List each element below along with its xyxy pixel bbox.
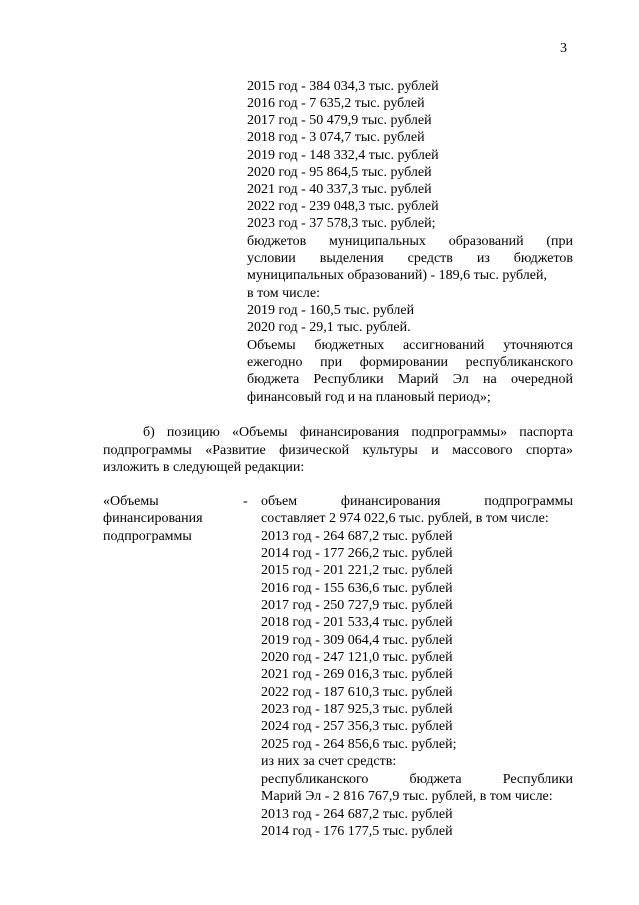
paragraph-line: б) позицию «Объемы финансирования подпрограммы» паспорта bbox=[143, 425, 573, 440]
year-line: 2014 год - 177 266,2 тыс. рублей bbox=[261, 546, 453, 561]
year-line: 2023 год - 187 925,3 тыс. рублей bbox=[261, 702, 453, 717]
year-line: 2015 год - 201 221,2 тыс. рублей bbox=[261, 563, 453, 578]
note-line: бюджета Республики Марий Эл на очередной bbox=[247, 372, 573, 387]
year-line: 2021 год - 269 016,3 тыс. рублей bbox=[261, 667, 453, 682]
year-line: 2017 год - 250 727,9 тыс. рублей bbox=[261, 598, 453, 613]
year-line: 2023 год - 37 578,3 тыс. рублей; bbox=[247, 216, 436, 231]
year-line: 2016 год - 155 636,6 тыс. рублей bbox=[261, 581, 453, 596]
year-line: 2017 год - 50 479,9 тыс. рублей bbox=[247, 113, 432, 128]
municipal-text-line: муниципальных образований) - 189,6 тыс. рублей, bbox=[247, 268, 547, 283]
intro-line: объем финансирования подпрограммы bbox=[261, 494, 573, 509]
note-line: ежегодно при формировании республиканского bbox=[247, 355, 573, 370]
year-line: 2020 год - 247 121,0 тыс. рублей bbox=[261, 650, 453, 665]
year-line: 2018 год - 3 074,7 тыс. рублей bbox=[247, 130, 425, 145]
municipal-text-line: бюджетов муниципальных образований (при bbox=[247, 234, 573, 249]
year-line: 2019 год - 160,5 тыс. рублей bbox=[247, 303, 415, 318]
year-line: 2021 год - 40 337,3 тыс. рублей bbox=[247, 182, 432, 197]
year-line: 2013 год - 264 687,2 тыс. рублей bbox=[261, 529, 453, 544]
year-line: 2019 год - 309 064,4 тыс. рублей bbox=[261, 633, 453, 648]
note-line: Объемы бюджетных ассигнований уточняются bbox=[247, 338, 573, 353]
year-line: 2018 год - 201 533,4 тыс. рублей bbox=[261, 615, 453, 630]
note-line: финансовый год и на плановый период»; bbox=[247, 390, 491, 405]
year-line: 2025 год - 264 856,6 тыс. рублей; bbox=[261, 737, 457, 752]
year-line: 2019 год - 148 332,4 тыс. рублей bbox=[247, 148, 439, 163]
year-line: 2013 год - 264 687,2 тыс. рублей bbox=[261, 807, 453, 822]
year-line: 2024 год - 257 356,3 тыс. рублей bbox=[261, 719, 453, 734]
including-label: в том числе: bbox=[247, 286, 320, 301]
year-line: 2020 год - 29,1 тыс. рублей. bbox=[247, 320, 411, 335]
sources-intro: из них за счет средств: bbox=[261, 754, 397, 769]
republic-line: Марий Эл - 2 816 767,9 тыс. рублей, в том числе: bbox=[261, 789, 553, 804]
paragraph-line: изложить в следующей редакции: bbox=[103, 460, 305, 475]
intro-line: составляет 2 974 022,6 тыс. рублей, в том числе: bbox=[261, 511, 549, 526]
year-line: 2020 год - 95 864,5 тыс. рублей bbox=[247, 165, 432, 180]
municipal-text-line: условии выделения средств из бюджетов bbox=[247, 251, 573, 266]
page-number: 3 bbox=[560, 41, 567, 56]
table-dash: - bbox=[243, 494, 248, 509]
year-line: 2022 год - 187 610,3 тыс. рублей bbox=[261, 685, 453, 700]
table-label-line: подпрограммы bbox=[103, 529, 192, 544]
year-line: 2022 год - 239 048,3 тыс. рублей bbox=[247, 199, 439, 214]
table-label-line: финансирования bbox=[103, 511, 203, 526]
year-line: 2015 год - 384 034,3 тыс. рублей bbox=[247, 79, 439, 94]
year-line: 2014 год - 176 177,5 тыс. рублей bbox=[261, 824, 453, 839]
table-label-line: «Объемы bbox=[103, 494, 159, 509]
paragraph-line: подпрограммы «Развитие физической культуры и массового спорта» bbox=[103, 443, 573, 458]
republic-line: республиканского бюджета Республики bbox=[261, 772, 573, 787]
year-line: 2016 год - 7 635,2 тыс. рублей bbox=[247, 96, 425, 111]
